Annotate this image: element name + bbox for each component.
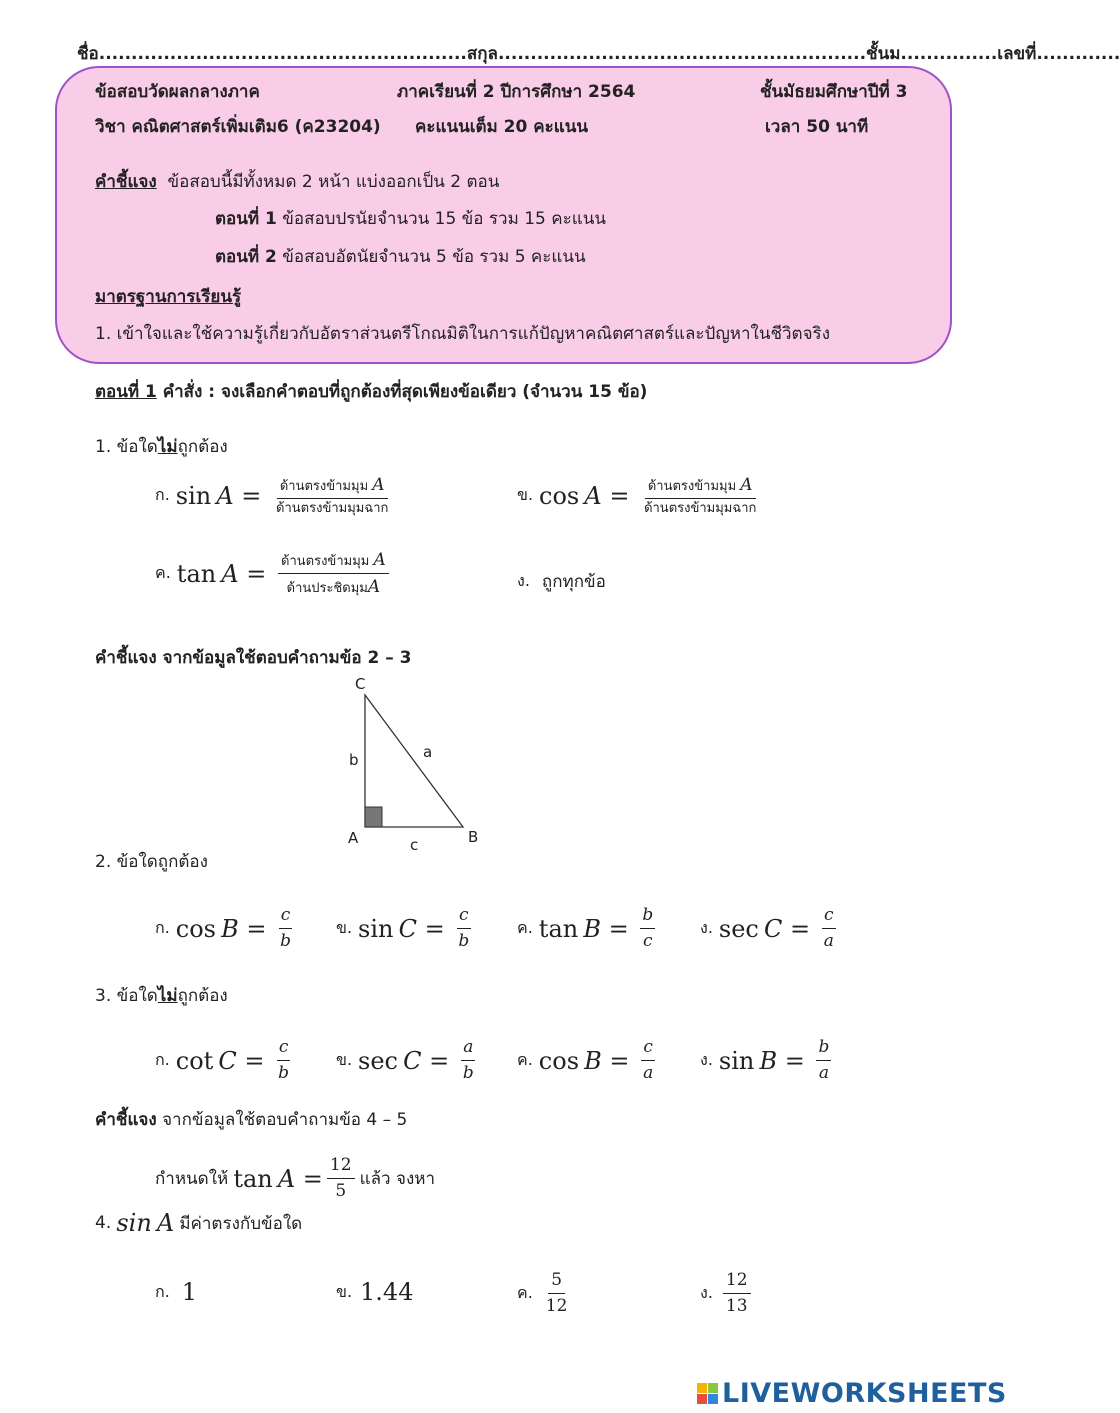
exam-grade: ชั้นมัธยมศึกษาปีที่ 3 xyxy=(760,82,908,102)
numerator-text: ด้านตรงข้ามมุม xyxy=(281,554,370,569)
option-label: ข. xyxy=(517,485,534,505)
q1-option-c[interactable]: ค. tan A = $\frac{\text{ด้านตรงข้ามมุม A}}{\text{ด้านประชิดมุมA}}$ xyxy=(155,549,389,598)
q1-option-a[interactable]: ก. sin A = $\frac{\text{ด้านตรงข้ามมุม A}}{\text{ด้านตรงข้ามมุมฉาก}}$ xyxy=(155,474,391,518)
exam-time: เวลา 50 นาที xyxy=(765,117,869,137)
q1-stem-emphasis: ไม่ xyxy=(157,437,178,457)
numerator: b xyxy=(816,1037,831,1061)
numerator: a xyxy=(461,1037,475,1061)
denominator: 12 xyxy=(545,1296,568,1317)
denominator: b xyxy=(280,931,291,952)
function-name: sin xyxy=(116,1209,152,1237)
option-label: ค. xyxy=(517,918,533,938)
q1-option-b[interactable]: ข. cos A = $\frac{\text{ด้านตรงข้ามมุม A}}{\text{ด้านตรงข้ามมุมฉาก}}$ xyxy=(517,474,759,518)
numerator: c xyxy=(641,1037,655,1061)
option-label: ข. xyxy=(336,918,353,938)
part2-line xyxy=(215,243,586,270)
denominator: a xyxy=(818,1063,829,1084)
variable: B xyxy=(221,914,239,943)
fraction xyxy=(273,474,391,518)
numerator-variable: A xyxy=(373,550,386,570)
q2-option-c[interactable]: ค. tan B = $\frac{b}{c}$ xyxy=(517,905,654,952)
q4-text: มีค่าตรงกับข้อใด xyxy=(179,1213,303,1234)
denominator: a xyxy=(643,1063,654,1084)
denominator: b xyxy=(458,931,470,952)
right-triangle-diagram xyxy=(330,665,490,855)
option-text: ถูกทุกข้อ xyxy=(541,572,606,592)
q4-option-c[interactable] xyxy=(517,1270,570,1318)
denominator-text: ด้านประชิดมุม xyxy=(286,581,368,597)
fraction xyxy=(822,905,836,953)
exam-term: ภาคเรียนที่ 2 ปีการศึกษา 2564 xyxy=(397,82,636,102)
vertex-label-c: C xyxy=(355,675,366,693)
q2-option-a[interactable]: ก. cos B = $\frac{c}{b}$ xyxy=(155,905,291,952)
fraction xyxy=(816,1037,831,1085)
option-label: ค. xyxy=(155,563,171,583)
side-label-b: b xyxy=(349,751,359,769)
info-label: คำชี้แจง xyxy=(95,648,157,668)
numerator-text: ด้านตรงข้ามมุม xyxy=(279,479,369,494)
denominator-text: ด้านตรงข้ามมุมฉาก xyxy=(644,501,757,517)
fraction xyxy=(278,549,389,598)
option-label: ข. xyxy=(336,1281,353,1301)
variable: B xyxy=(583,914,601,943)
part2-label: ตอนที่ 2 xyxy=(215,247,277,267)
option-value: 1.44 xyxy=(360,1278,414,1306)
standard-label: มาตรฐานการเรียนรู้ xyxy=(95,287,242,307)
q1-stem-post: ถูกต้อง xyxy=(177,437,228,457)
numerator: c xyxy=(822,905,836,929)
variable: C xyxy=(403,1046,422,1075)
q2-stem: 2. ข้อใดถูกต้อง xyxy=(95,852,208,872)
part1-text: ข้อสอบปรนัยจำนวน 15 ข้อ รวม 15 คะแนน xyxy=(282,209,606,229)
function-name: cos xyxy=(538,1046,580,1075)
q2-option-d[interactable]: ง. sec C = $\frac{c}{a}$ xyxy=(700,905,834,952)
numerator-text: ด้านตรงข้ามมุม xyxy=(647,479,737,494)
q3-option-d[interactable]: ง. sin B = $\frac{b}{a}$ xyxy=(700,1037,830,1084)
fraction xyxy=(723,1270,751,1318)
variable: A xyxy=(584,481,602,510)
option-label: ก. xyxy=(155,918,170,938)
denominator: a xyxy=(823,931,834,952)
exam-title: ข้อสอบวัดผลกลางภาค xyxy=(95,82,260,102)
fraction xyxy=(327,1155,355,1203)
liveworksheets-logo[interactable] xyxy=(697,1378,1007,1409)
variable: A xyxy=(216,481,234,510)
fraction xyxy=(641,474,759,518)
option-label: ก. xyxy=(155,1281,170,1301)
variable: B xyxy=(759,1046,778,1075)
part2-text: ข้อสอบอัตนัยจำนวน 5 ข้อ รวม 5 คะแนน xyxy=(282,247,586,267)
side-label-a: a xyxy=(423,743,433,761)
denominator: b xyxy=(278,1063,290,1084)
variable: C xyxy=(763,914,783,943)
variable: A xyxy=(221,559,239,588)
section1-heading xyxy=(95,378,647,405)
option-label: ค. xyxy=(517,1283,533,1303)
variable: C xyxy=(398,914,417,943)
q3-stem xyxy=(95,982,228,1009)
function-name: cot xyxy=(175,1046,214,1075)
denominator: c xyxy=(643,931,653,952)
denominator-text: ด้านตรงข้ามมุมฉาก xyxy=(276,501,389,517)
q4-option-d[interactable] xyxy=(700,1270,751,1318)
part1-label: ตอนที่ 1 xyxy=(215,209,277,229)
option-label: ง. xyxy=(700,918,713,938)
function-name: cos xyxy=(539,481,580,510)
liveworksheets-mark-icon xyxy=(697,1383,718,1404)
option-label: ง. xyxy=(700,1283,713,1303)
option-label: ค. xyxy=(517,1050,533,1070)
numerator: 5 xyxy=(548,1270,565,1294)
q4-stem xyxy=(95,1209,302,1237)
side-label-c: c xyxy=(410,836,419,854)
denominator: 13 xyxy=(725,1296,748,1317)
instructions-line xyxy=(95,168,499,195)
fraction xyxy=(456,905,471,953)
numerator-variable: A xyxy=(372,475,385,495)
q1-stem xyxy=(95,433,228,460)
fraction xyxy=(461,1037,476,1085)
student-info-line: ชื่อ.........................................................สกุล.........................................................ชั้นม...............เลขที่............. xyxy=(77,44,1120,64)
variable: A xyxy=(156,1209,175,1237)
instructions-text: ข้อสอบนี้มีทั้งหมด 2 หน้า แบ่งออกเป็น 2 ตอน xyxy=(167,172,500,192)
fraction xyxy=(276,1037,291,1085)
variable: C xyxy=(218,1046,237,1075)
numerator: c xyxy=(279,905,293,929)
fraction xyxy=(641,1037,655,1085)
variable: A xyxy=(277,1164,296,1193)
q3-option-b[interactable]: ข. sec C = $\frac{a}{b}$ xyxy=(336,1037,474,1084)
info-text: จากข้อมูลใช้ตอบคำถามข้อ 4 – 5 xyxy=(162,1110,408,1130)
function-name: tan xyxy=(233,1164,273,1193)
option-label: ง. xyxy=(700,1050,713,1070)
option-value: 1 xyxy=(181,1278,198,1306)
q4-option-b[interactable] xyxy=(336,1278,413,1306)
function-name: tan xyxy=(538,914,579,943)
vertex-label-a: A xyxy=(348,829,359,847)
q1-option-d[interactable] xyxy=(517,568,606,595)
info-4-5 xyxy=(95,1106,407,1133)
q1-stem-pre: 1. ข้อใด xyxy=(95,437,158,457)
numerator: c xyxy=(277,1037,291,1061)
numerator: c xyxy=(457,905,471,929)
q4-option-a[interactable] xyxy=(155,1278,197,1306)
q3-option-a[interactable]: ก. cot C = $\frac{c}{b}$ xyxy=(155,1037,290,1084)
denominator: 5 xyxy=(335,1181,347,1202)
brand-name: LIVEWORKSHEETS xyxy=(722,1378,1007,1409)
numerator: b xyxy=(640,905,655,929)
info-text: จากข้อมูลใช้ตอบคำถามข้อ 2 – 3 xyxy=(162,648,412,668)
option-label: ก. xyxy=(155,485,170,505)
option-label: ง. xyxy=(517,571,530,590)
q3-stem-pre: 3. ข้อใด xyxy=(95,986,158,1006)
function-name: cos xyxy=(175,914,216,943)
function-name: sec xyxy=(358,1046,398,1075)
denominator-variable: A xyxy=(367,577,381,598)
variable: B xyxy=(584,1046,602,1075)
part1-line xyxy=(215,205,606,232)
numerator: 12 xyxy=(327,1155,355,1179)
denominator: b xyxy=(462,1063,474,1084)
q3-option-c[interactable]: ค. cos B = $\frac{c}{a}$ xyxy=(517,1037,654,1084)
given-post: แล้ว จงหา xyxy=(359,1169,435,1190)
q4-number: 4. xyxy=(95,1213,112,1233)
option-label: ก. xyxy=(155,1050,170,1070)
fraction xyxy=(640,905,655,953)
q2-option-b[interactable]: ข. sin C = $\frac{c}{b}$ xyxy=(336,905,470,952)
fraction xyxy=(278,905,293,953)
function-name: tan xyxy=(176,559,217,588)
section1-label: ตอนที่ 1 xyxy=(95,382,157,402)
standard-text: 1. เข้าใจและใช้ความรู้เกี่ยวกับอัตราส่วนตรีโกณมิติในการแก้ปัญหาคณิตศาสตร์และปัญหาในชีวิตจริง xyxy=(95,324,830,344)
function-name: sec xyxy=(718,914,759,943)
function-name: sin xyxy=(718,1046,755,1075)
vertex-label-b: B xyxy=(468,828,479,846)
exam-full-score: คะแนนเต็ม 20 คะแนน xyxy=(415,117,588,137)
info-label: คำชี้แจง xyxy=(95,1110,157,1130)
section1-text: คำสั่ง : จงเลือกคำตอบที่ถูกต้องที่สุดเพียงข้อเดียว (จำนวน 15 ข้อ) xyxy=(162,382,648,402)
fraction xyxy=(543,1270,571,1318)
numerator: 12 xyxy=(723,1270,751,1294)
numerator-variable: A xyxy=(740,475,753,495)
function-name: sin xyxy=(358,914,394,943)
q3-stem-post: ถูกต้อง xyxy=(177,986,228,1006)
given-statement: กำหนดให้ tan A = $\frac{12}{5}$ แล้ว จงหา xyxy=(155,1155,435,1202)
function-name: sin xyxy=(175,481,212,510)
q3-stem-emphasis: ไม่ xyxy=(157,986,178,1006)
exam-subject: วิชา คณิตศาสตร์เพิ่มเติม6 (ค23204) xyxy=(95,117,381,137)
option-label: ข. xyxy=(336,1050,353,1070)
given-pre: กำหนดให้ xyxy=(155,1169,229,1190)
instructions-label: คำชี้แจง xyxy=(95,172,157,192)
